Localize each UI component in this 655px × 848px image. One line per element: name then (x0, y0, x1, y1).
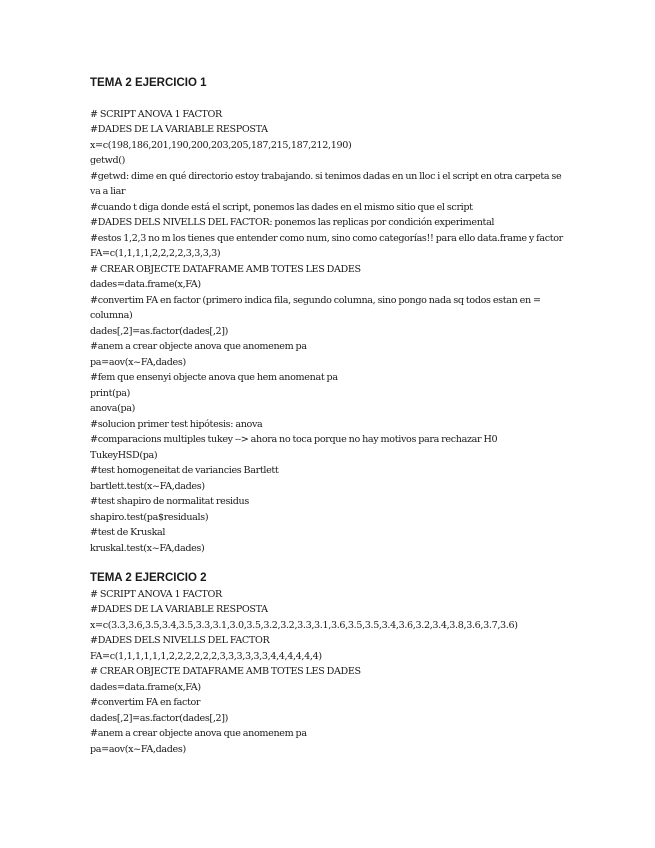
section-2-title: TEMA 2 EJERCICIO 2 (90, 572, 207, 584)
script-line: #DADES DE LA VARIABLE RESPOSTA (90, 124, 268, 135)
script-line: # CREAR OBJECTE DATAFRAME AMB TOTES LES DADES (90, 263, 361, 275)
script-line: #getwd: dime en qué directorio estoy trabajando. si tenimos dadas en un lloc i el script en otra carpeta se va a liar (90, 170, 562, 197)
script-line: # SCRIPT ANOVA 1 FACTOR (90, 108, 222, 120)
script-line: anova(pa) (90, 403, 136, 414)
script-line: #fem que ensenyi objecte anova que hem anomenat pa (90, 372, 338, 383)
script-line: #estos 1,2,3 no m los tienes que entender como num, sino como categorías!! para ello data.frame y factor (90, 232, 563, 244)
script-line: #DADES DELS NIVELLS DEL FACTOR (90, 635, 270, 646)
script-line: x=c(198,186,201,190,200,203,205,187,215,187,212,190) (90, 139, 352, 151)
script-line: TukeyHSD(pa) (90, 449, 158, 461)
script-line: # CREAR OBJECTE DATAFRAME AMB TOTES LES DADES (90, 666, 361, 677)
script-line: #comparacions multiples tukey --> ahora no toca porque no hay motivos para rechazar H0 (90, 434, 498, 445)
script-line: #anem a crear objecte anova que anomenem pa (90, 341, 307, 352)
script-line: dades=data.frame(x,FA) (90, 279, 201, 290)
script-line: #test de Kruskal (90, 527, 166, 538)
script-line: #convertim FA en factor (primero indica fila, segundo columna, sino pongo nada sq todos estan en = columna) (90, 294, 541, 321)
script-line: dades[,2]=as.factor(dades[,2]) (90, 712, 229, 724)
script-line: dades[,2]=as.factor(dades[,2]) (90, 325, 229, 337)
script-line: pa=aov(x~FA,dades) (90, 743, 186, 755)
script-line: #solucion primer test hipótesis: anova (90, 418, 263, 430)
script-line: kruskal.test(x~FA,dades) (90, 542, 205, 554)
script-line: dades=data.frame(x,FA) (90, 681, 201, 693)
script-line: #test shapiro de normalitat residus (90, 496, 249, 507)
section-2-script (90, 587, 570, 758)
script-line: #DADES DELS NIVELLS DEL FACTOR: ponemos las replicas por condición experimental (90, 217, 495, 228)
section-1-title: TEMA 2 EJERCICIO 1 (90, 77, 207, 89)
document-content (90, 76, 570, 757)
script-line: #test homogeneitat de variancies Bartlett (90, 465, 279, 476)
section-1-script (90, 107, 570, 557)
script-line: #convertim FA en factor (90, 697, 201, 708)
script-line: # SCRIPT ANOVA 1 FACTOR (90, 588, 222, 600)
script-line: #cuando t diga donde está el script, ponemos las dades en el mismo sitio que el script (90, 201, 473, 213)
script-line: bartlett.test(x~FA,dades) (90, 480, 205, 492)
script-line: getwd() (90, 155, 126, 166)
script-line: #DADES DE LA VARIABLE RESPOSTA (90, 604, 268, 615)
script-line: x=c(3.3,3.6,3.5,3.4,3.5,3.3,3.1,3.0,3.5,3.2,3.2,3.3,3.1,3.6,3.5,3.5,3.4,3.6,3.2,3.4,3.8,3.6,3.7,3.6) (90, 619, 518, 631)
script-line: shapiro.test(pa$residuals) (90, 511, 209, 523)
script-line: #anem a crear objecte anova que anomenem pa (90, 728, 307, 739)
script-line: print(pa) (90, 387, 131, 399)
script-line: pa=aov(x~FA,dades) (90, 356, 186, 368)
script-line: FA=c(1,1,1,1,1,1,2,2,2,2,2,2,3,3,3,3,3,3,4,4,4,4,4,4) (90, 650, 322, 662)
script-line: FA=c(1,1,1,1,2,2,2,2,3,3,3,3) (90, 248, 221, 259)
